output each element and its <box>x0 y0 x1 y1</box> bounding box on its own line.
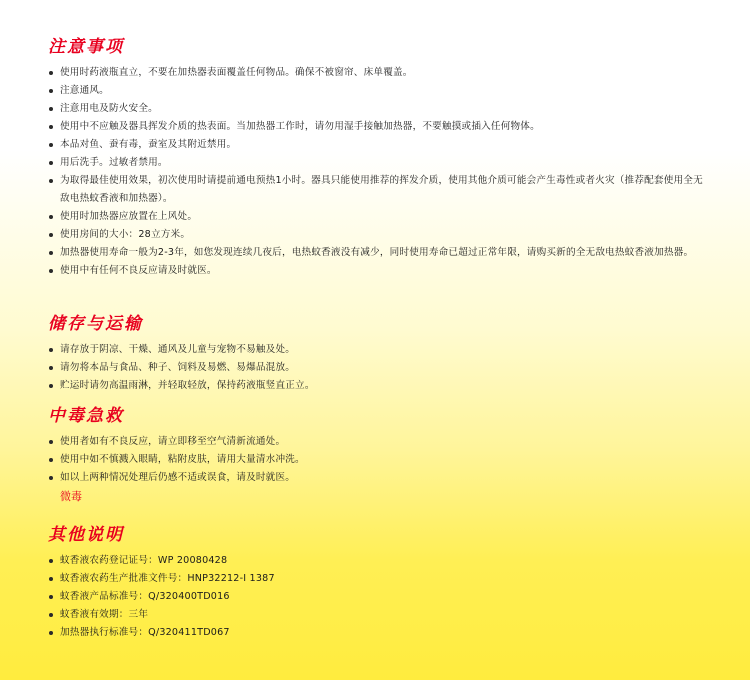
list-item: 为取得最佳使用效果，初次使用时请提前通电预热1小时。器具只能使用推荐的挥发介质，使用其他介质可能会产生毒性或者火灾（推荐配套使用全无敌电热蚊香液和加热器）。 <box>48 172 708 208</box>
list-item: 本品对鱼、蚕有毒，蚕室及其附近禁用。 <box>48 136 708 154</box>
storage-section <box>48 313 708 395</box>
section-heading: 中毒急救 <box>48 406 124 426</box>
precautions-section <box>48 36 708 280</box>
list-item: 使用者如有不良反应，请立即移至空气清新流通处。 <box>48 433 708 451</box>
list-item: 使用房间的大小：28立方米。 <box>48 226 708 244</box>
section-heading: 注意事项 <box>48 37 124 57</box>
toxicity-note: 微毒 <box>60 490 82 503</box>
other-info-section <box>48 524 708 642</box>
list-item: 蚊香液产品标准号：Q/320400TD016 <box>48 588 708 606</box>
precautions-list <box>48 64 708 280</box>
list-item: 使用中不应触及器具挥发介质的热表面。当加热器工作时，请勿用湿手接触加热器，不要触摸或插入任何物体。 <box>48 118 708 136</box>
list-item: 蚊香液农药生产批准文件号：HNP32212-I 1387 <box>48 570 708 588</box>
first-aid-list <box>48 433 708 487</box>
list-item: 用后洗手。过敏者禁用。 <box>48 154 708 172</box>
list-item: 注意用电及防火安全。 <box>48 100 708 118</box>
list-item: 注意通风。 <box>48 82 708 100</box>
list-item: 蚊香液有效期：三年 <box>48 606 708 624</box>
list-item: 使用时药液瓶直立，不要在加热器表面覆盖任何物品。确保不被窗帘、床单覆盖。 <box>48 64 708 82</box>
list-item: 使用时加热器应放置在上风处。 <box>48 208 708 226</box>
list-item: 蚊香液农药登记证号：WP 20080428 <box>48 552 708 570</box>
other-info-list <box>48 552 708 642</box>
list-item: 使用中有任何不良反应请及时就医。 <box>48 262 708 280</box>
section-heading: 储存与运输 <box>48 314 143 334</box>
list-item: 如以上两种情况处理后仍感不适或误食，请及时就医。 <box>48 469 708 487</box>
storage-list <box>48 341 708 395</box>
list-item: 加热器使用寿命一般为2-3年，如您发现连续几夜后，电热蚊香液没有减少，同时使用寿命已超过正常年限，请购买新的全无敌电热蚊香液加热器。 <box>48 244 708 262</box>
section-heading: 其他说明 <box>48 525 124 545</box>
list-item: 请存放于阴凉、干燥、通风及儿童与宠物不易触及处。 <box>48 341 708 359</box>
list-item: 贮运时请勿高温雨淋，并轻取轻放，保持药液瓶竖直正立。 <box>48 377 708 395</box>
list-item: 使用中如不慎溅入眼睛，粘附皮肤，请用大量清水冲洗。 <box>48 451 708 469</box>
list-item: 加热器执行标准号：Q/320411TD067 <box>48 624 708 642</box>
list-item: 请勿将本品与食品、种子、饲料及易燃、易爆品混放。 <box>48 359 708 377</box>
first-aid-section <box>48 405 708 507</box>
